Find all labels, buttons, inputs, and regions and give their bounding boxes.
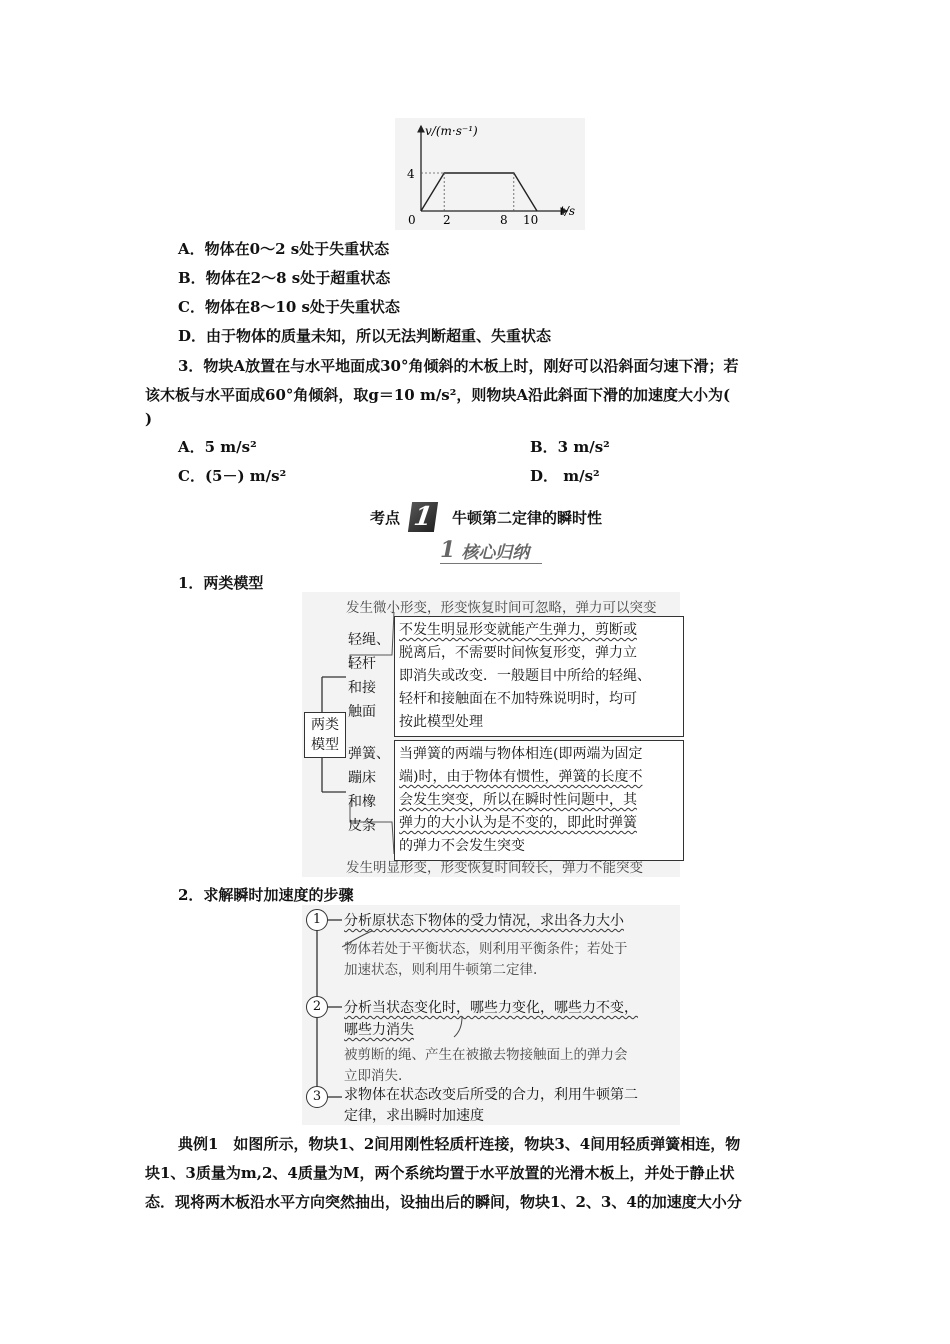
models-heading: 1．两类模型	[178, 574, 264, 592]
branch2-label	[348, 742, 390, 838]
step-1-note-2: 加速状态，则利用牛顿第二定律.	[344, 962, 538, 978]
step-2-text	[344, 997, 638, 1041]
top-note: 发生微小形变，形变恢复时间可忽略，弹力可以突变	[346, 600, 657, 616]
x-tick-2: 2	[443, 213, 451, 227]
step-3-text	[344, 1085, 638, 1127]
section-heading	[370, 502, 602, 532]
branch2-label-4: 皮条	[348, 818, 376, 834]
section-title: 牛顿第二定律的瞬时性	[452, 508, 603, 527]
branch1-line-3: 即消失或改变．一般题目中所给的轻绳、	[399, 668, 651, 684]
q3-line-3: )	[145, 410, 153, 428]
step-1-note-1: 物体若处于平衡状态，则利用平衡条件；若处于	[344, 941, 628, 957]
sub-heading-number: 1	[440, 537, 456, 563]
step-3-text-1: 求物体在状态改变后所受的合力，利用牛顿第二	[344, 1087, 638, 1103]
branch1-label-1: 轻绳、	[348, 632, 390, 648]
y-axis-label: v/(m·s⁻¹)	[425, 124, 478, 138]
q3-option-c: C．(5－) m/s²	[178, 467, 287, 485]
branch2-line-2: 端)时，由于物体有惯性，弹簧的长度不	[399, 769, 643, 785]
vt-graph	[395, 118, 585, 230]
step-1-text: 分析原状态下物体的受力情况，求出各力大小	[344, 913, 624, 929]
branch2-line-3: 会发生突变，所以在瞬时性问题中，其	[399, 792, 637, 808]
branch2-line-1: 当弹簧的两端与物体相连(即两端为固定	[399, 746, 643, 762]
steps-heading: 2．求解瞬时加速度的步骤	[178, 886, 354, 904]
example-line-3: 态．现将两木板沿水平方向突然抽出，设抽出后的瞬间，物块1、2、3、4的加速度大小分	[145, 1193, 742, 1211]
step-1-number: 1	[306, 909, 328, 931]
step-2-note	[344, 1045, 628, 1087]
step-2-text-2: 哪些力消失	[344, 1022, 414, 1038]
branch1-label-4: 触面	[348, 704, 376, 720]
center-label-1: 两类	[311, 717, 339, 733]
center-box	[304, 712, 346, 758]
section-number-badge: 1	[408, 502, 438, 532]
q2-option-c: C．物体在8～10 s处于失重状态	[178, 298, 400, 316]
branch2-label-1: 弹簧、	[348, 746, 390, 762]
center-label-2: 模型	[311, 737, 339, 753]
steps-diagram	[302, 905, 680, 1125]
section-prefix: 考点	[370, 508, 401, 527]
q3-line-2: 该木板与水平面成60°角倾斜，取g＝10 m/s²，则物块A沿此斜面下滑的加速度大小为(	[145, 386, 731, 404]
q2-option-d: D．由于物体的质量未知，所以无法判断超重、失重状态	[178, 327, 552, 345]
branch1-line-4: 轻杆和接触面在不加特殊说明时，均可	[399, 691, 637, 707]
q3-option-a: A．5 m/s²	[178, 438, 257, 456]
step-3-text-2: 定律，求出瞬时加速度	[344, 1108, 484, 1124]
models-diagram	[302, 592, 680, 877]
example-line-2: 块1、3质量为m,2、4质量为M，两个系统均置于水平放置的光滑木板上，并处于静止状	[145, 1164, 735, 1182]
q2-option-a: A．物体在0～2 s处于失重状态	[178, 240, 390, 258]
bottom-note: 发生明显形变，形变恢复时间较长，弹力不能突变	[346, 860, 643, 876]
branch1-line-5: 按此模型处理	[399, 714, 483, 730]
q3-option-d: D． m/s²	[530, 467, 600, 485]
branch1-box	[394, 616, 684, 737]
x-tick-8: 8	[500, 213, 508, 227]
q3-option-b: B．3 m/s²	[530, 438, 610, 456]
x-axis-label: t/s	[560, 204, 576, 218]
branch2-label-3: 和橡	[348, 794, 376, 810]
branch2-box	[394, 740, 684, 861]
step-2-note-2: 立即消失.	[344, 1068, 403, 1084]
branch1-label	[348, 628, 390, 724]
sub-heading-title: 核心归纳	[461, 542, 530, 563]
q3-line-1: 3．物块A放置在与水平地面成30°角倾斜的木板上时，刚好可以沿斜面匀速下滑；若	[178, 357, 739, 375]
step-1-note	[344, 939, 628, 981]
branch2-label-2: 蹦床	[348, 770, 376, 786]
sub-heading	[440, 537, 542, 564]
q2-option-b: B．物体在2～8 s处于超重状态	[178, 269, 391, 287]
branch1-line-1: 不发生明显形变就能产生弹力，剪断或	[399, 622, 637, 638]
x-tick-10: 10	[523, 213, 539, 227]
step-2-number: 2	[306, 996, 328, 1018]
step-2-text-1: 分析当状态变化时，哪些力变化，哪些力不变，	[344, 1000, 638, 1016]
y-tick-4: 4	[407, 167, 415, 181]
step-2-note-1: 被剪断的绳、产生在被撤去物接触面上的弹力会	[344, 1047, 628, 1063]
x-tick-0: 0	[408, 213, 416, 227]
branch1-line-2: 脱离后，不需要时间恢复形变，弹力立	[399, 645, 637, 661]
branch1-label-3: 和接	[348, 680, 376, 696]
branch1-label-2: 轻杆	[348, 656, 376, 672]
step-3-number: 3	[306, 1086, 328, 1108]
branch2-line-4: 弹力的大小认为是不变的，即此时弹簧	[399, 815, 637, 831]
branch2-line-5: 的弹力不会发生突变	[399, 838, 525, 854]
example-line-1: 典例1 如图所示，物块1、2间用刚性轻质杆连接，物块3、4间用轻质弹簧相连，物	[178, 1135, 741, 1153]
